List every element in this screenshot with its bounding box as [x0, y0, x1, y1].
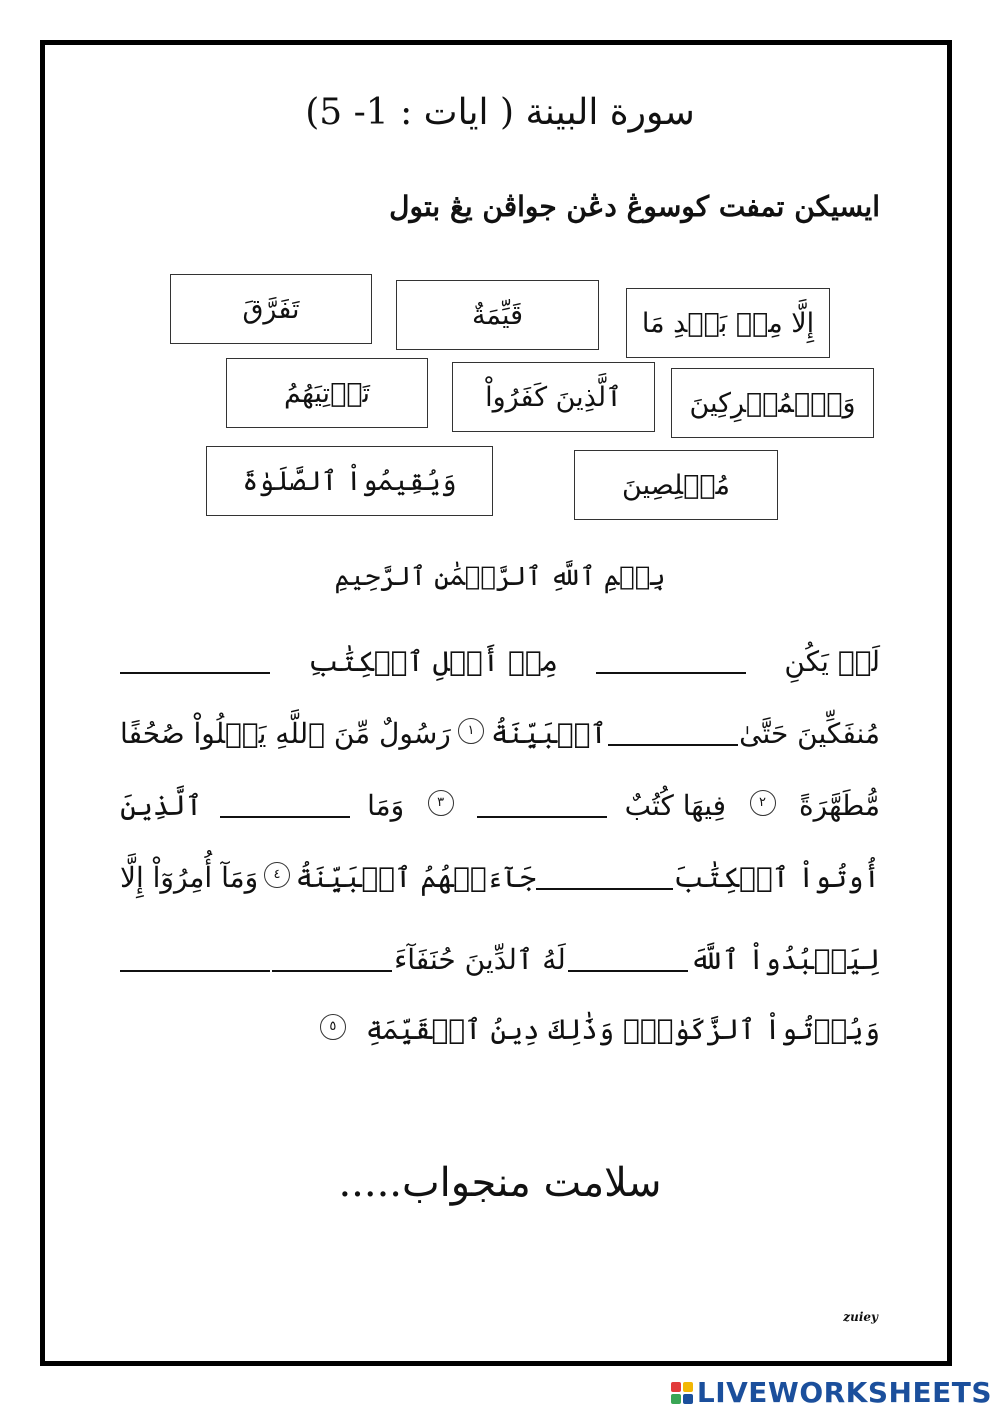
answer-blank-6[interactable] [536, 860, 674, 890]
verse-text: رَسُولٌ مِّنَ ٱللَّهِ يَتۡلُواْ صُحُفًا [120, 717, 451, 750]
logo-square-blue [683, 1394, 693, 1404]
word-card-illa-min-bad-ma[interactable]: إِلَّا مِنۢ بَعۡدِ مَا [626, 288, 830, 358]
author-signature: zuiey [843, 1310, 878, 1324]
ayah-number-1: ١ [458, 718, 484, 744]
answer-blank-9[interactable] [120, 942, 270, 972]
verse-line-5 [120, 932, 880, 982]
ayah-number-3: ٣ [428, 790, 454, 816]
word-card-tatiyahum[interactable]: تَأۡتِيَهُمُ [226, 358, 428, 428]
bismillah-text: بِسۡمِ ٱللَّهِ ٱلرَّحۡمَٰنِ ٱلرَّحِيمِ [334, 562, 666, 592]
liveworksheets-logo-icon [671, 1382, 693, 1404]
answer-blank-7[interactable] [568, 942, 688, 972]
verse-text: وَيُؤۡتُواْ ٱلزَّكَوٰةَۚ وَذَٰلِكَ دِينُ ٱلۡقَيِّمَةِ [365, 1013, 880, 1046]
verse-text: وَمَآ أُمِرُوٓاْ إِلَّا [120, 861, 259, 894]
ayah-number-5: ٥ [320, 1014, 346, 1040]
brand-name: LIVEWORKSHEETS [696, 1376, 992, 1409]
answer-blank-5[interactable] [220, 788, 350, 818]
liveworksheets-brand[interactable] [671, 1376, 992, 1409]
verse-text: ٱلَّذِينَ [120, 789, 203, 822]
instruction-text: ايسيكن تمفت كوسوڠ دڠن جواڤن يڠ بتول [389, 190, 880, 223]
verse-text: مُنفَكِّينَ حَتَّىٰ [739, 717, 880, 750]
verse-line-1 [120, 634, 880, 684]
verse-text: مِنۡ أَهۡلِ ٱلۡكِتَٰبِ [308, 645, 559, 678]
word-card-alladzina-kafaru[interactable]: ٱلَّذِينَ كَفَرُواْ [452, 362, 655, 432]
ayah-number-2: ٢ [750, 790, 776, 816]
verse-text: لَمۡ يَكُنِ [784, 645, 880, 678]
answer-blank-8[interactable] [272, 942, 392, 972]
closing-text: سلامت منجواب..... [338, 1160, 662, 1206]
verse-line-2 [120, 706, 880, 756]
word-card-qayyimah[interactable]: قَيِّمَةٌ [396, 280, 599, 350]
answer-blank-2[interactable] [120, 644, 270, 674]
ayah-number-4: ٤ [264, 862, 290, 888]
verse-text: لَهُ ٱلدِّينَ حُنَفَآءَ [394, 943, 566, 976]
verse-text: فِيهَا كُتُبٌ [624, 789, 727, 822]
answer-blank-3[interactable] [608, 716, 738, 746]
verse-text: جَآءَتۡهُمُ ٱلۡبَيِّنَةُ [295, 861, 536, 894]
verse-line-3 [120, 778, 880, 828]
word-card-mukhlisin[interactable]: مُخۡلِصِينَ [574, 450, 778, 520]
logo-square-green [671, 1394, 681, 1404]
logo-square-yellow [683, 1382, 693, 1392]
answer-blank-1[interactable] [596, 644, 746, 674]
verse-text: وَمَا [367, 789, 405, 822]
verse-line-6 [120, 1002, 880, 1052]
verse-text: أُوتُواْ ٱلۡكِتَٰبَ [673, 861, 880, 894]
page-title: سورة البينة ( ايات : 1- 5) [305, 92, 695, 133]
verse-line-4 [120, 850, 880, 900]
word-card-wa-yuqimu-assalah[interactable]: وَيُقِيمُواْ ٱلصَّلَوٰةَ [206, 446, 493, 516]
word-card-tafarraqa[interactable]: تَفَرَّقَ [170, 274, 372, 344]
logo-square-red [671, 1382, 681, 1392]
word-card-wal-musyrikin[interactable]: وَٱلۡمُشۡرِكِينَ [671, 368, 874, 438]
answer-blank-4[interactable] [477, 788, 607, 818]
verse-text: لِيَعۡبُدُواْ ٱللَّهَ [689, 943, 880, 976]
verse-text: ٱلۡبَيِّنَةُ [491, 717, 607, 750]
verse-text: مُّطَهَّرَةً [799, 789, 880, 822]
